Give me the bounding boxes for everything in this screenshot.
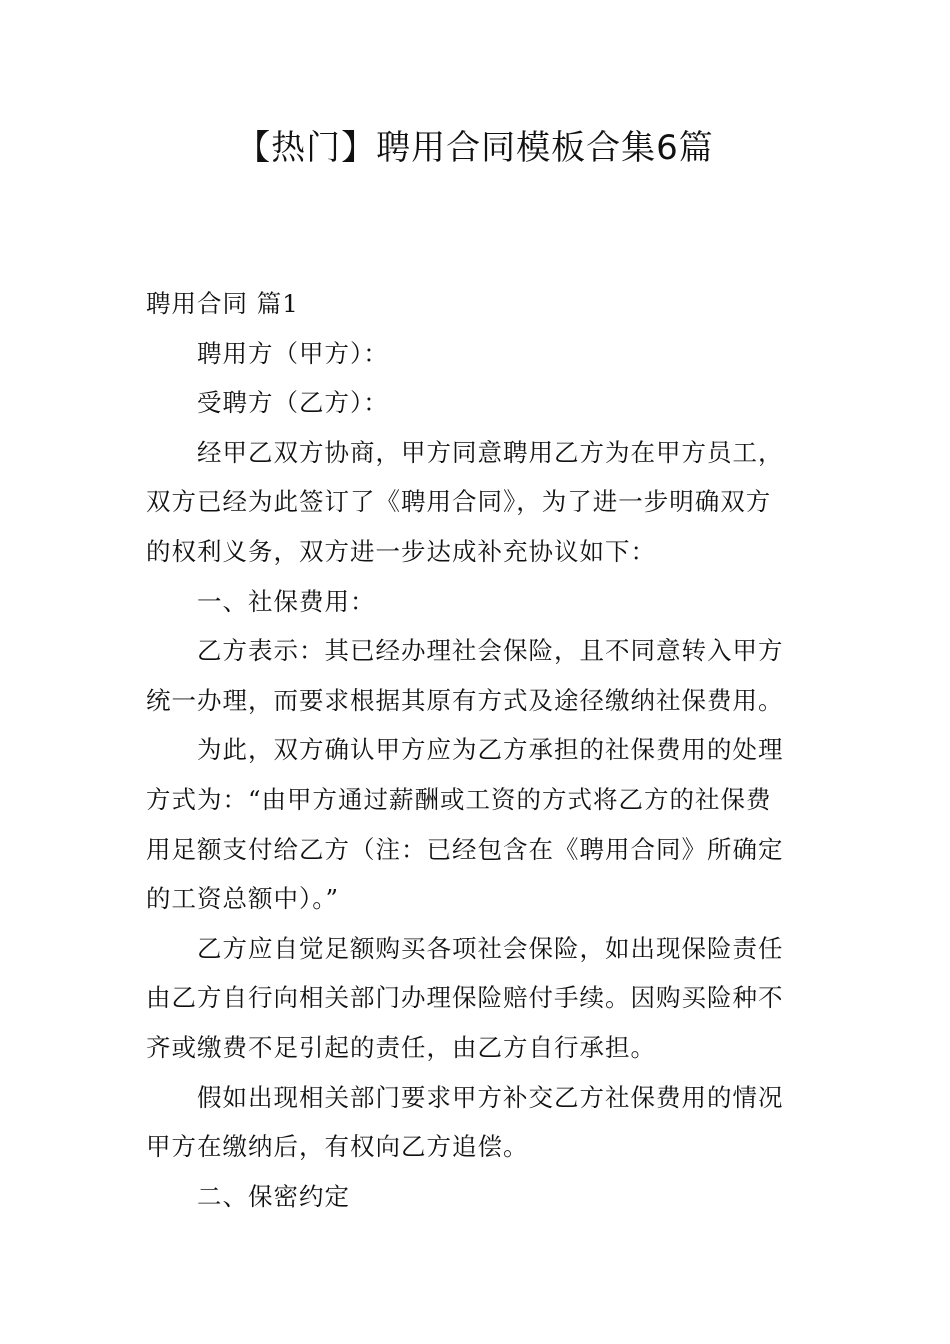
paragraph-line: 受聘方（乙方）： [197,388,389,418]
paragraph-line: 方式为：“由甲方通过薪酬或工资的方式将乙方的社保费 [146,784,772,814]
paragraph-line: 的工资总额中）。” [146,884,340,914]
document-body [146,279,808,1221]
paragraph-line: 双方已经为此签订了《聘用合同》，为了进一步明确双方 [146,487,772,517]
paragraph-line: 乙方应自觉足额购买各项社会保险，如出现保险责任 [197,933,784,963]
paragraph-line: 经甲乙双方协商，甲方同意聘用乙方为在甲方员工， [197,437,784,467]
document-title: 【热门】聘用合同模板合集6篇 [236,128,714,168]
paragraph-line: 聘用方（甲方）： [197,338,389,368]
paragraph-line: 由乙方自行向相关部门办理保险赔付手续。因购买险种不 [146,983,784,1013]
paragraph-line: 乙方表示：其已经办理社会保险，且不同意转入甲方 [197,636,784,666]
paragraph-line: 齐或缴费不足引起的责任，由乙方自行承担。 [146,1032,656,1062]
paragraph-line: 的权利义务，双方进一步达成补充协议如下： [146,536,656,566]
clause-heading: 一、社保费用： [197,586,376,616]
paragraph-line: 用足额支付给乙方（注：已经包含在《聘用合同》所确定 [146,834,784,864]
paragraph-line: 为此，双方确认甲方应为乙方承担的社保费用的处理 [197,735,784,765]
paragraph-line: 甲方在缴纳后，有权向乙方追偿。 [146,1132,529,1162]
paragraph-line: 统一办理，而要求根据其原有方式及途径缴纳社保费用。 [146,685,784,715]
clause-heading: 二、保密约定 [197,1181,350,1211]
paragraph-line: 假如出现相关部门要求甲方补交乙方社保费用的情况 [197,1082,784,1112]
section-heading: 聘用合同 篇1 [146,289,299,318]
